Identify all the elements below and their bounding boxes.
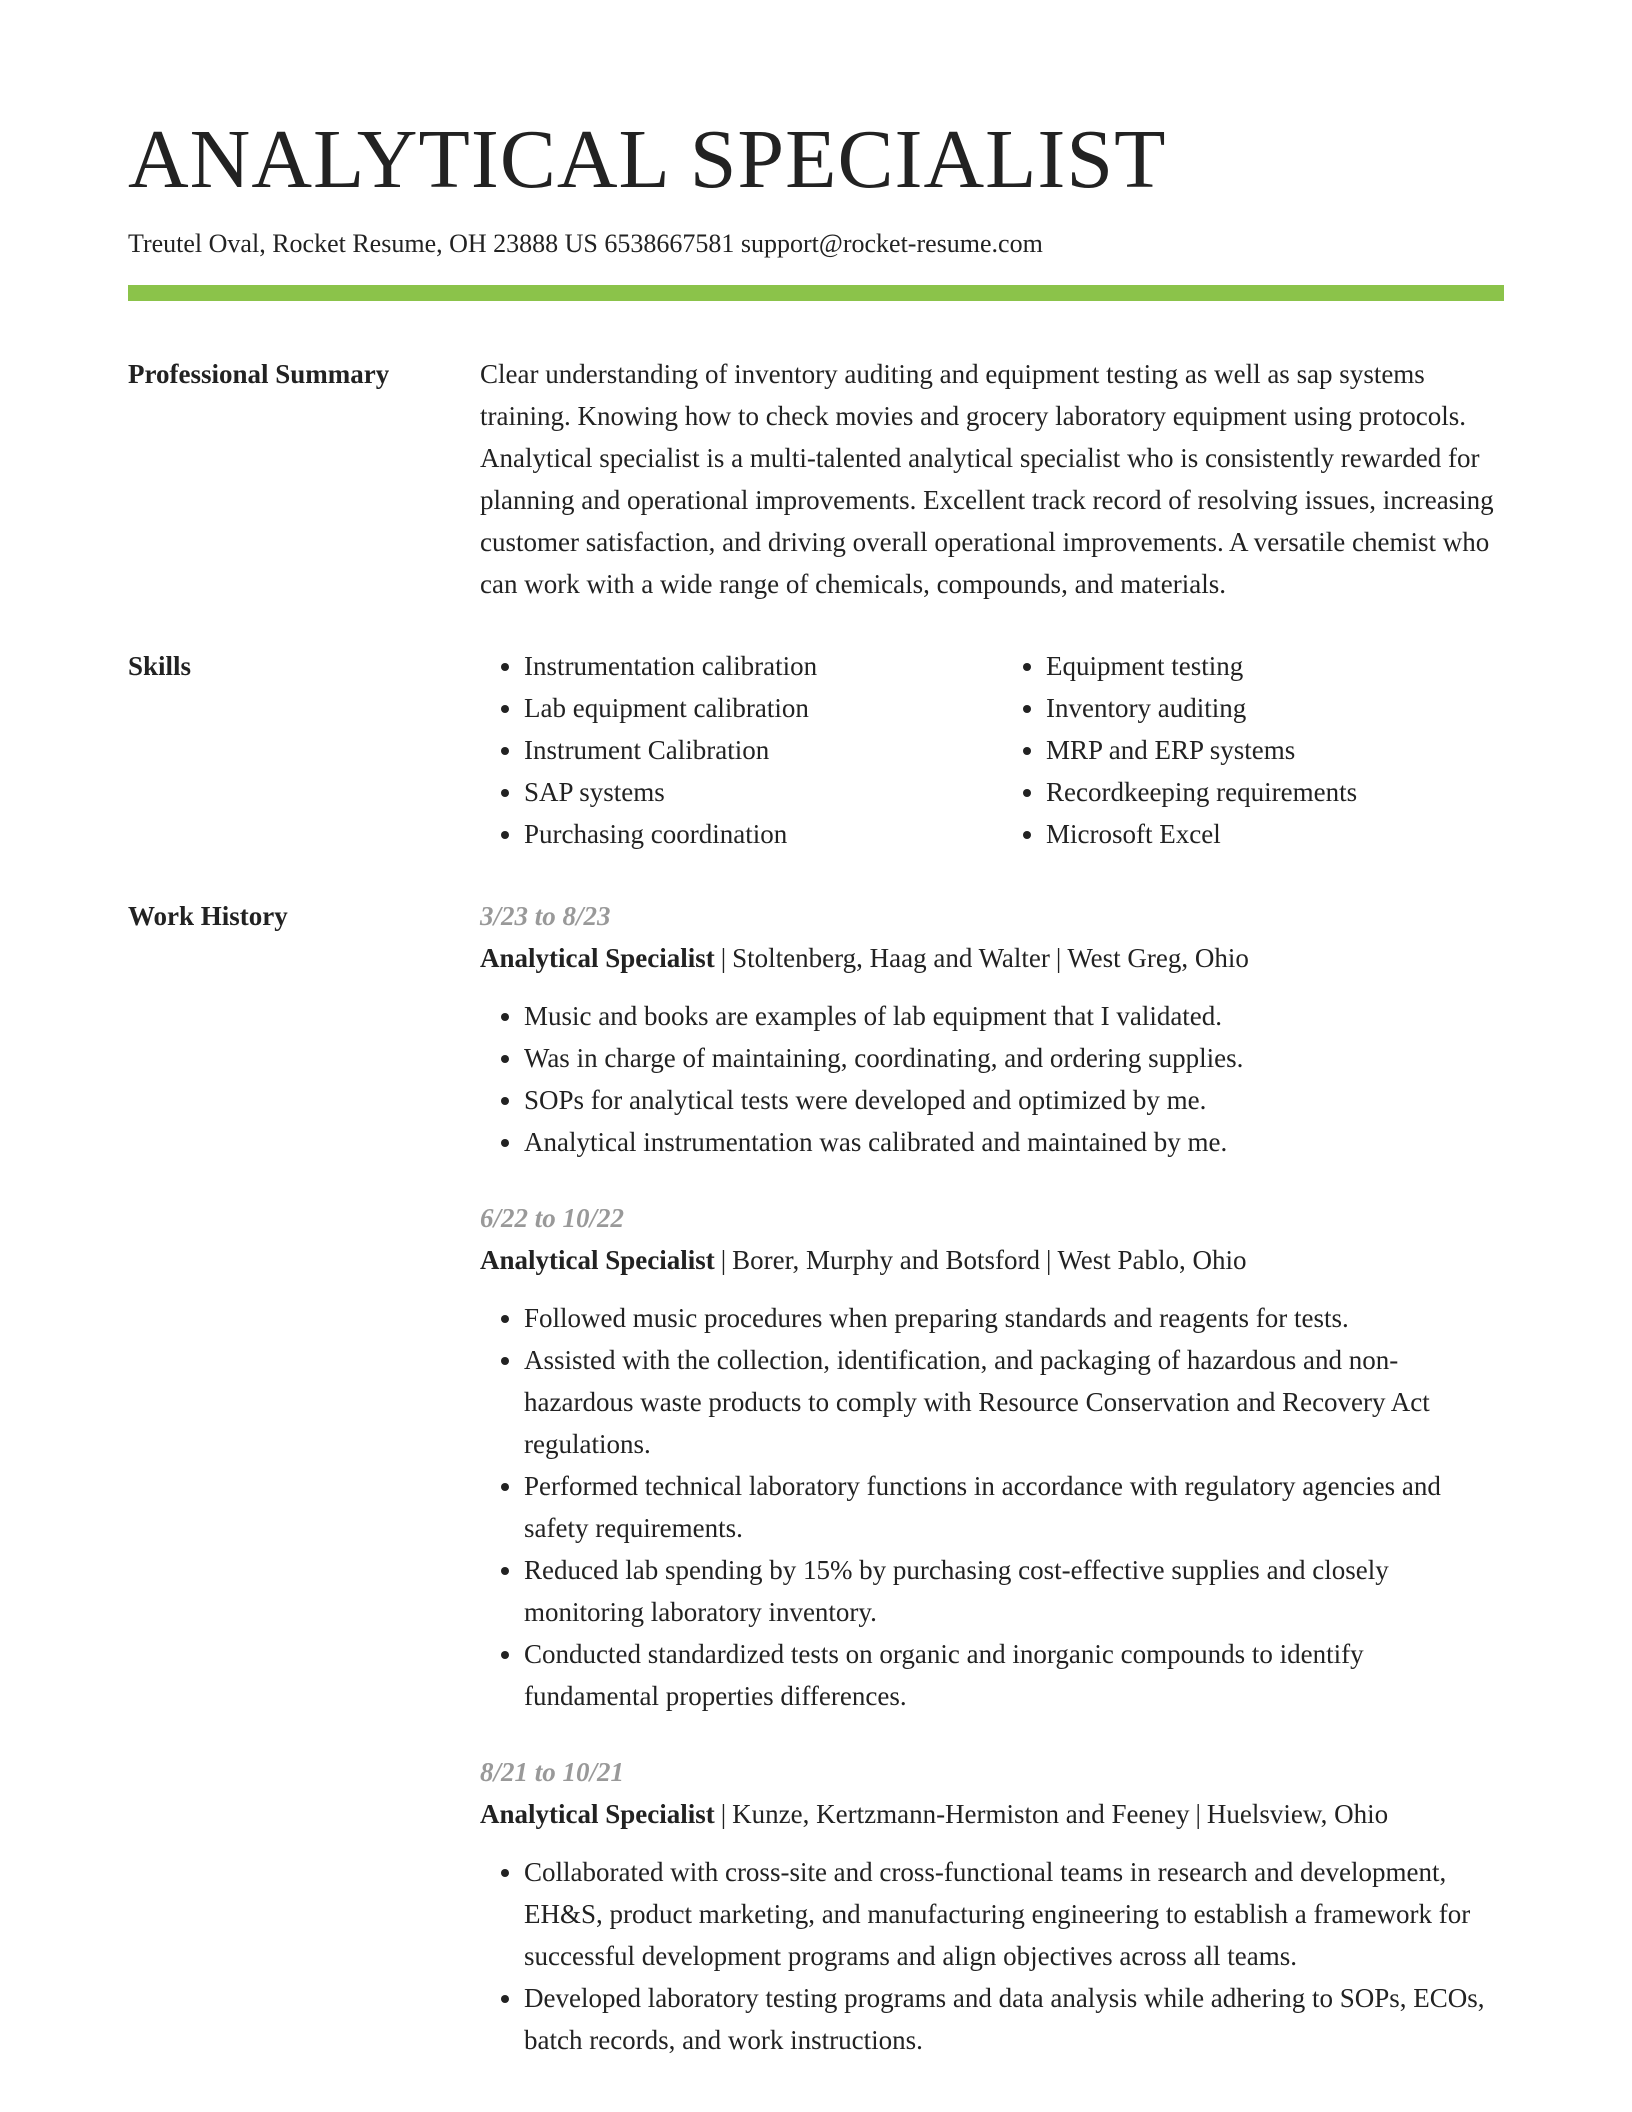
skill-item: • MRP and ERP systems [1046,729,1504,771]
contact-email: support@rocket-resume.com [740,229,1043,258]
work-history-body [480,895,1504,2095]
separator: | [1195,1799,1201,1830]
job-bullet: • Was in charge of maintaining, coordinating, and ordering supplies. [524,1037,1504,1079]
job-bullet: • Analytical instrumentation was calibrated and maintained by me. [524,1121,1504,1163]
job-bullets [480,1297,1504,1717]
job-dates: 3/23 to 8/23 [480,901,611,932]
job-entry [480,1751,1504,2061]
skills-list-left [480,645,982,855]
skill-item: • Instrumentation calibration [524,645,982,687]
skill-item: • Inventory auditing [1046,687,1504,729]
job-bullet: • SOPs for analytical tests were developed and optimized by me. [524,1079,1504,1121]
separator: | [720,1799,727,1830]
job-title: Analytical Specialist [480,1799,715,1830]
job-bullet: • Developed laboratory testing programs and data analysis while adhering to SOPs, ECOs, batch records, and work instructions. [524,1977,1504,2061]
separator: | [720,1245,727,1276]
job-bullet: • Reduced lab spending by 15% by purchasing cost-effective supplies and closely monitoring laboratory inventory. [524,1549,1504,1633]
skill-item: • SAP systems [524,771,982,813]
summary-label: Professional Summary [128,359,390,390]
job-company: Stoltenberg, Haag and Walter [732,943,1050,974]
skill-item: • Purchasing coordination [524,813,982,855]
job-location: West Greg, Ohio [1067,943,1249,974]
skills-section [128,645,1504,855]
contact-address: Treutel Oval, Rocket Resume, OH 23888 US [128,229,598,258]
resume-title: ANALYTICAL SPECIALIST [128,113,1167,206]
job-dates: 6/22 to 10/22 [480,1203,625,1234]
job-bullet: • Music and books are examples of lab equipment that I validated. [524,995,1504,1037]
skill-item: • Equipment testing [1046,645,1504,687]
job-heading [480,1239,1504,1281]
job-heading [480,1793,1504,1835]
summary-text: Clear understanding of inventory auditing and equipment testing as well as sap systems training. Knowing how to check movies and grocery laboratory equipment using protocols. Analytical specialist is a multi-talented analytical specialist who is consistently rewarded for planning and operational improvements. Excellent track record of resolving issues, increasing customer satisfaction, and driving overall operational improvements. A versatile chemist who can work with a wide range of chemicals, compounds, and materials. [480,359,1494,600]
separator: | [1055,943,1062,974]
job-company: Borer, Murphy and Botsford [732,1245,1041,1276]
work-history-label: Work History [128,901,288,932]
skill-item: • Instrument Calibration [524,729,982,771]
skill-item: • Lab equipment calibration [524,687,982,729]
job-bullets [480,1851,1504,2061]
job-bullet: • Conducted standardized tests on organic and inorganic compounds to identify fundamental properties differences. [524,1633,1504,1717]
work-history-section [128,895,1504,2095]
skills-body [480,645,1504,855]
job-dates: 8/21 to 10/21 [480,1757,625,1788]
skill-item: • Recordkeeping requirements [1046,771,1504,813]
summary-body [480,353,1504,605]
job-company: Kunze, Kertzmann-Hermiston and Feeney [732,1799,1190,1830]
job-title: Analytical Specialist [480,943,715,974]
job-bullet: • Collaborated with cross-site and cross-functional teams in research and development, EH&S, product marketing, and manufacturing engineering to establish a framework for successful development programs and align objectives across all teams. [524,1851,1504,1977]
contact-line [128,228,1504,259]
job-entry [480,1197,1504,1717]
skill-item: • Microsoft Excel [1046,813,1504,855]
summary-section [128,353,1504,605]
job-entry [480,895,1504,1163]
job-heading [480,937,1504,979]
job-bullet: • Assisted with the collection, identification, and packaging of hazardous and non-hazardous waste products to comply with Resource Conservation and Recovery Act regulations. [524,1339,1504,1465]
job-location: West Pablo, Ohio [1057,1245,1247,1276]
job-bullet: • Performed technical laboratory functions in accordance with regulatory agencies and safety requirements. [524,1465,1504,1549]
job-location: Huelsview, Ohio [1206,1799,1389,1830]
skills-list-right [1002,645,1504,855]
contact-phone: 6538667581 [604,229,735,258]
job-bullets [480,995,1504,1163]
job-bullet: • Followed music procedures when preparing standards and reagents for tests. [524,1297,1504,1339]
skills-label: Skills [128,651,192,682]
separator: | [1046,1245,1052,1276]
job-title: Analytical Specialist [480,1245,715,1276]
accent-divider [128,285,1504,301]
separator: | [720,943,727,974]
